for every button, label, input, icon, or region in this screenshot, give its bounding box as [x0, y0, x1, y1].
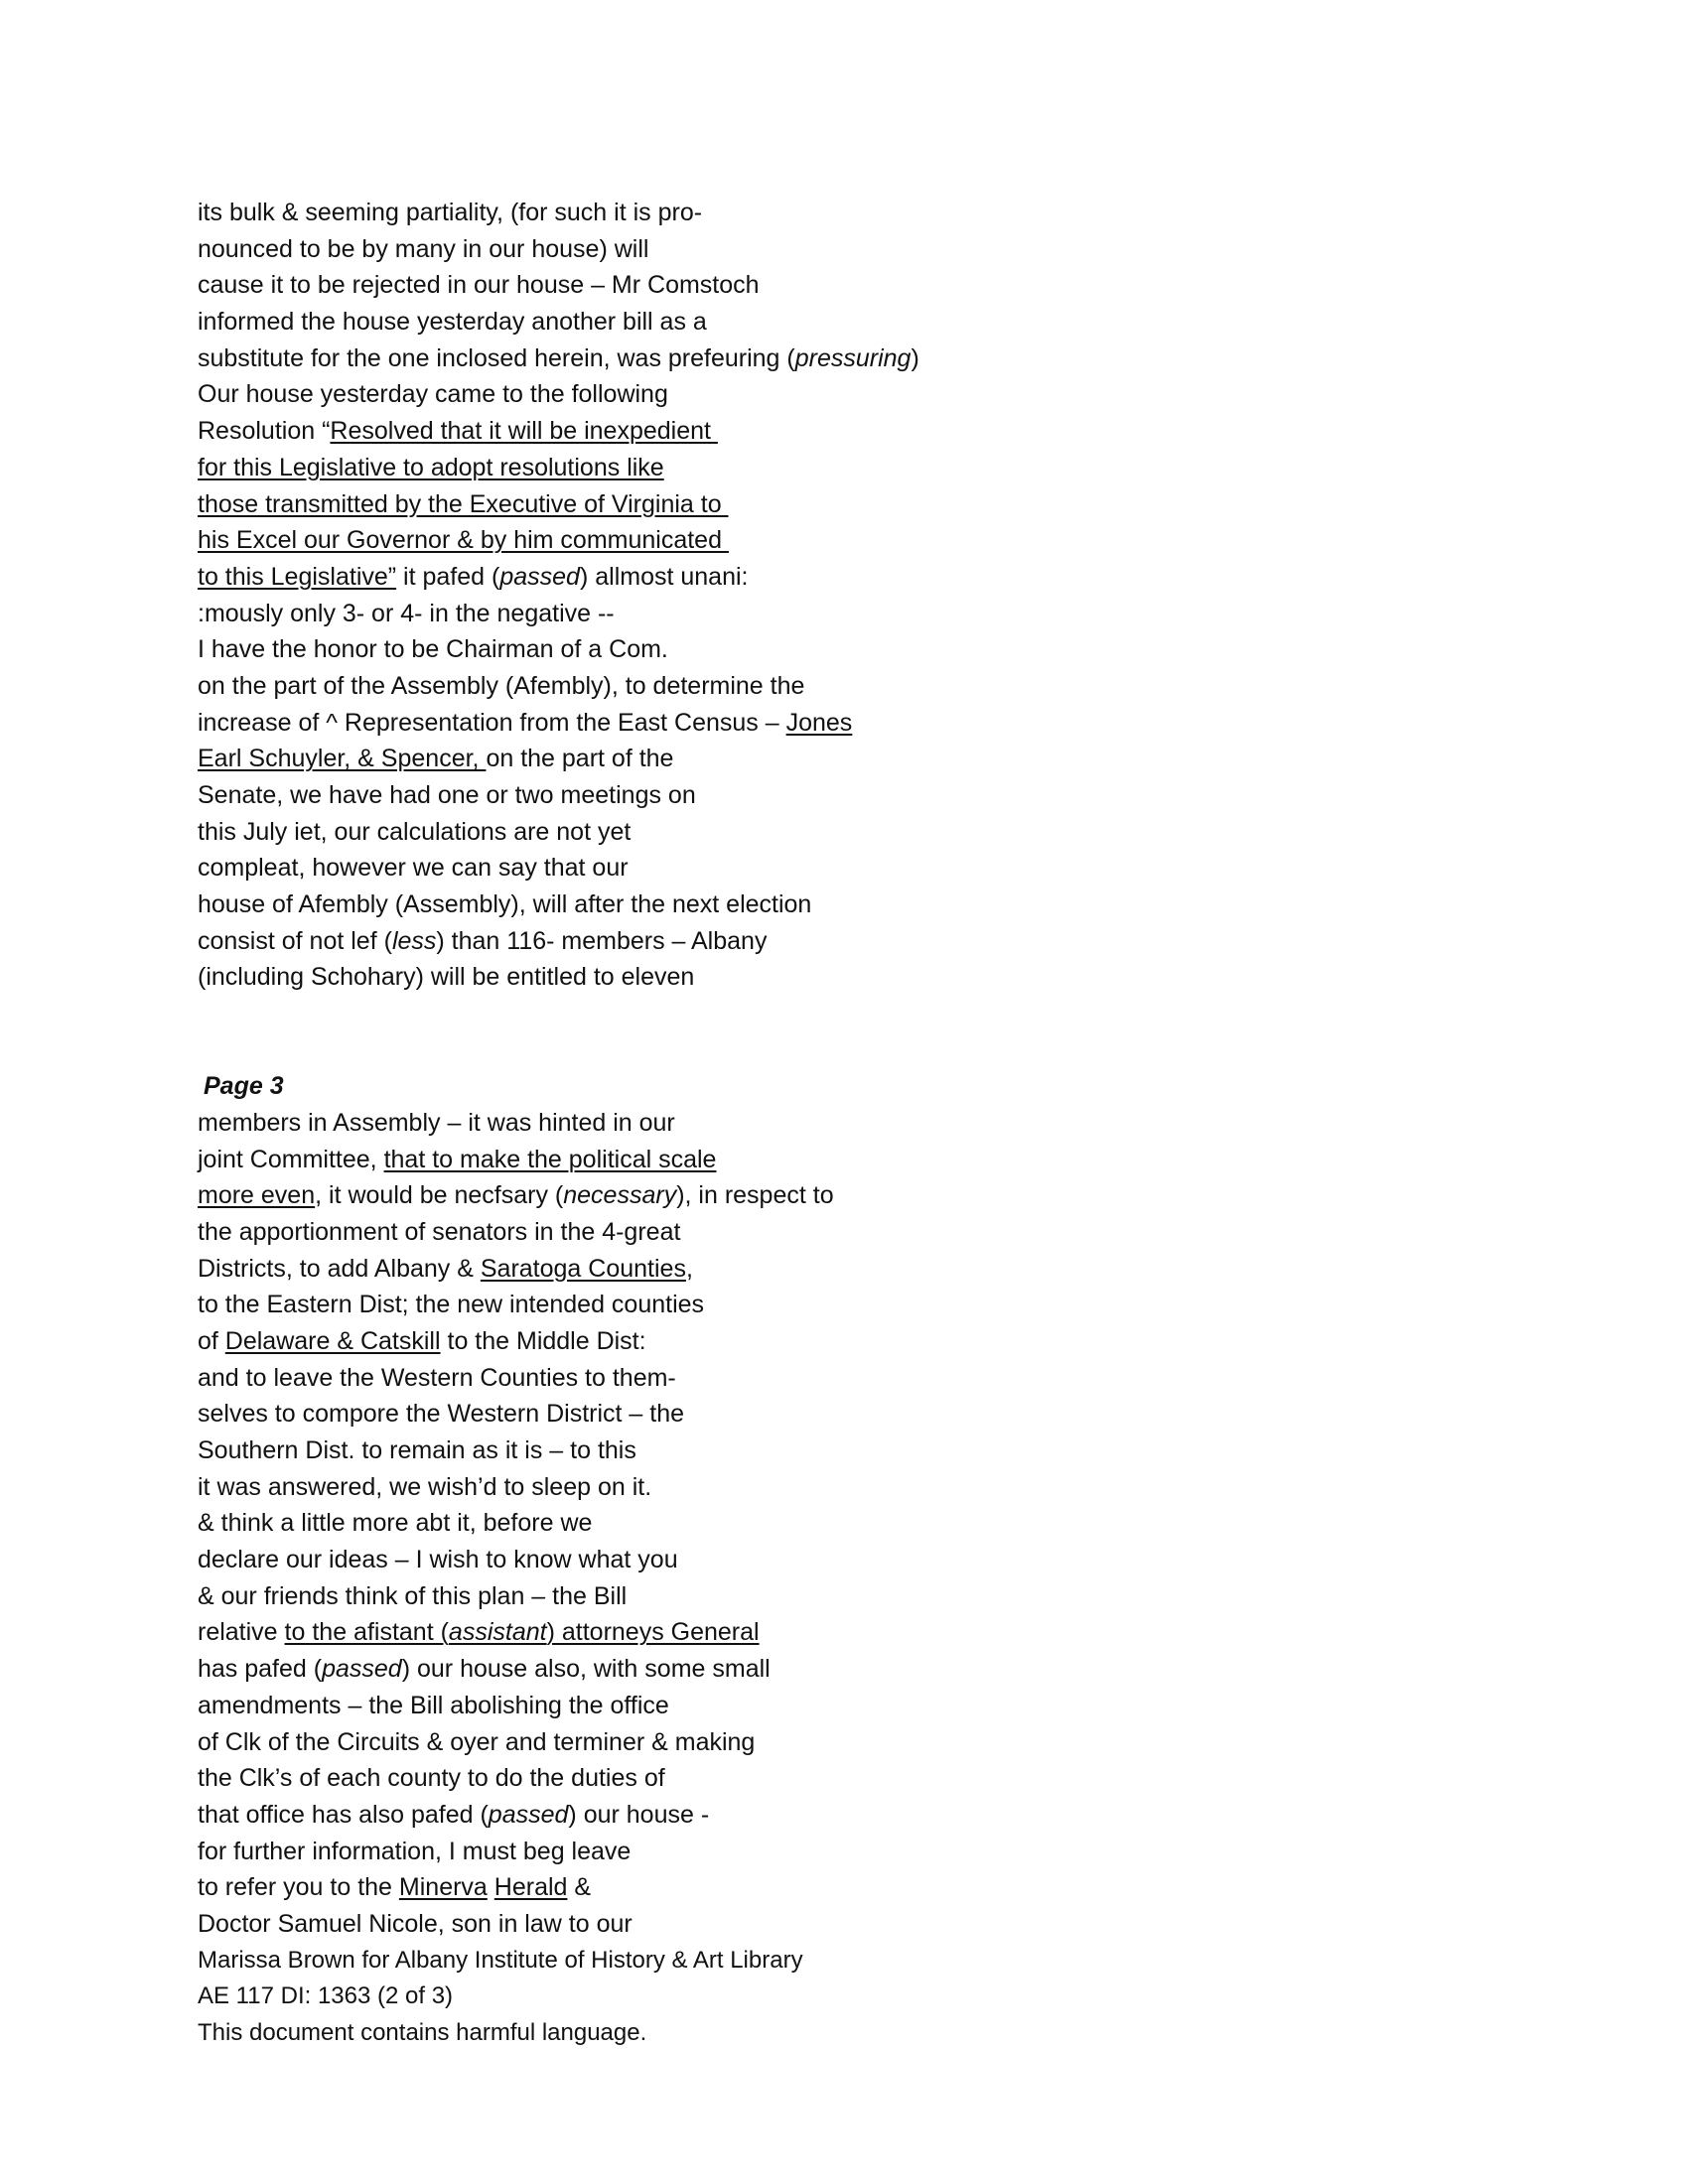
text-line: [198, 1869, 1488, 1906]
text-line: [198, 195, 1488, 231]
italic-wrapper: [322, 1655, 402, 1683]
text-run: Districts, to add Albany &: [198, 1254, 481, 1283]
italic-wrapper: [392, 927, 436, 955]
text-run: ): [911, 343, 919, 372]
text-line: [198, 1469, 1488, 1506]
underline-wrapper: [494, 1873, 568, 1901]
text-run: declare our ideas – I wish to know what you: [198, 1546, 678, 1574]
text-line: [198, 814, 1488, 851]
underline-wrapper: [449, 1618, 547, 1646]
text-run: that office has also pafed (: [198, 1800, 489, 1829]
underline-wrapper: [198, 563, 396, 591]
text-run: & our friends think of this plan – the Bill: [198, 1581, 628, 1610]
text-line: [198, 231, 1488, 268]
text-line: [198, 1651, 1488, 1688]
document-page: [198, 195, 1488, 2052]
text-run: I have the honor to be Chairman of a Com.: [198, 635, 668, 664]
underline-wrapper: [198, 454, 664, 481]
text-run: Our house yesterday came to the following: [198, 380, 668, 409]
text-line: [198, 1251, 1488, 1288]
text-run: consist of not lef (: [198, 926, 392, 955]
editorial-gloss: less: [391, 926, 437, 955]
text-line: [198, 1834, 1488, 1870]
text-line: [198, 1323, 1488, 1360]
underlined-text: Jones: [785, 708, 853, 737]
text-run: [488, 1873, 494, 1901]
page-heading: Page 3: [204, 1072, 284, 1101]
editorial-gloss: necessary: [563, 1181, 677, 1210]
underlined-text: more even: [198, 1181, 316, 1210]
underlined-text: to this Legislative”: [198, 562, 397, 591]
text-run: it pafed (: [396, 562, 500, 591]
underlined-text: those transmitted by the Executive of Virginia to: [198, 489, 729, 518]
text-line: [198, 413, 1488, 450]
text-run: of Clk of the Circuits & oyer and terminer & making: [198, 1727, 756, 1756]
text-line: [198, 522, 1488, 559]
italic-wrapper: [489, 1801, 569, 1829]
text-line: [198, 1688, 1488, 1724]
section-gap: [198, 996, 1488, 1068]
text-line: [198, 596, 1488, 632]
credit-line: Marissa Brown for Albany Institute of History & Art Library: [198, 1946, 803, 1974]
text-run: of: [198, 1326, 225, 1355]
italic-wrapper: [563, 1181, 676, 1209]
underlined-text: to the afistant (: [284, 1618, 449, 1647]
text-run: :mously only 3- or 4- in the negative --: [198, 599, 615, 627]
underline-wrapper: [786, 709, 853, 737]
underlined-text: his Excel our Governor & by him communicated: [198, 526, 729, 555]
underline-wrapper: [198, 490, 729, 518]
text-line: [198, 1614, 1488, 1651]
text-run: ) our house -: [568, 1800, 710, 1829]
text-run: (including Schohary) will be entitled to eleven: [198, 963, 695, 992]
text-line: [198, 341, 1488, 377]
text-run: the apportionment of senators in the 4-great: [198, 1217, 681, 1246]
text-run: and to leave the Western Counties to them-: [198, 1363, 676, 1392]
text-run: joint Committee,: [198, 1145, 384, 1173]
text-line: [198, 267, 1488, 304]
text-line: [198, 1360, 1488, 1397]
text-line: [198, 1906, 1488, 1943]
text-line: [198, 304, 1488, 341]
text-line: [198, 1396, 1488, 1433]
catalog-id: AE 117 DI: 1363 (2 of 3): [198, 1982, 454, 2010]
editorial-gloss: pressuring: [794, 343, 912, 372]
text-run: & think a little more abt it, before we: [198, 1509, 593, 1538]
editorial-gloss: passed: [488, 1800, 569, 1829]
editorial-gloss: passed: [322, 1655, 402, 1684]
text-line: [198, 850, 1488, 887]
text-run: cause it to be rejected in our house – Mr Comstoch: [198, 271, 760, 300]
text-line: [198, 559, 1488, 596]
transcription-block-page-2: [198, 195, 1488, 996]
italic-wrapper: [499, 563, 580, 591]
text-line: [198, 887, 1488, 923]
underline-wrapper: [547, 1618, 760, 1646]
text-line: [198, 705, 1488, 742]
text-line: [198, 1214, 1488, 1251]
text-line: [198, 959, 1488, 996]
text-run: Doctor Samuel Nicole, son in law to our: [198, 1909, 633, 1938]
italic-wrapper: [449, 1618, 547, 1646]
text-run: Southern Dist. to remain as it is – to this: [198, 1436, 636, 1464]
text-run: ,: [685, 1254, 693, 1283]
text-line: [198, 1142, 1488, 1178]
editorial-gloss: passed: [499, 562, 580, 591]
text-line: [198, 1433, 1488, 1469]
text-run: house of Afembly (Assembly), will after the next election: [198, 890, 812, 919]
text-run: has pafed (: [198, 1655, 323, 1684]
text-line: [198, 1105, 1488, 1142]
text-line: [198, 741, 1488, 777]
text-run: Senate, we have had one or two meetings on: [198, 781, 696, 809]
underlined-text: Herald: [493, 1873, 568, 1902]
text-run: Resolution “: [198, 417, 331, 446]
text-run: amendments – the Bill abolishing the office: [198, 1691, 669, 1719]
text-run: relative: [198, 1618, 285, 1647]
underlined-text: assistant: [448, 1618, 547, 1647]
text-line: [198, 450, 1488, 486]
underlined-text: Delaware & Catskill: [224, 1326, 441, 1355]
text-line: [198, 1287, 1488, 1323]
text-run: its bulk & seeming partiality, (for such it is pro-: [198, 199, 703, 226]
underlined-text: for this Legislative to adopt resolutions like: [198, 453, 664, 481]
text-run: on the part of the Assembly (Afembly), to determine the: [198, 671, 805, 700]
text-run: this July iet, our calculations are not yet: [198, 817, 632, 846]
underline-wrapper: [384, 1146, 717, 1173]
text-run: compleat, however we can say that our: [198, 854, 629, 883]
content-warning: This document contains harmful language.: [198, 2019, 647, 2046]
text-run: ), in respect to: [676, 1181, 834, 1210]
text-line: [198, 777, 1488, 814]
text-line: [198, 1797, 1488, 1834]
text-line: [198, 1542, 1488, 1578]
underline-wrapper: [330, 417, 718, 445]
underline-wrapper: [198, 526, 729, 554]
text-run: selves to compore the Western District – the: [198, 1400, 685, 1429]
underlined-text: Minerva: [398, 1873, 488, 1902]
text-line: [198, 923, 1488, 960]
text-run: &: [567, 1873, 592, 1902]
text-line: [198, 631, 1488, 668]
underlined-text: Resolved that it will be inexpedient: [330, 417, 718, 446]
text-run: to refer you to the: [198, 1873, 399, 1902]
text-line: [198, 1177, 1488, 1214]
underlined-text: ) attorneys General: [546, 1618, 760, 1647]
text-line: [198, 1505, 1488, 1542]
text-line: [198, 668, 1488, 705]
underlined-text: Saratoga Counties: [480, 1254, 686, 1283]
underlined-text: that to make the political scale: [383, 1145, 717, 1173]
text-line: [198, 1724, 1488, 1761]
italic-wrapper: [795, 344, 912, 372]
text-run: ) than 116- members – Albany: [436, 926, 768, 955]
text-run: ) our house also, with some small: [401, 1655, 771, 1684]
text-run: it was answered, we wish’d to sleep on it.: [198, 1472, 652, 1501]
transcription-block-page-3: [198, 1105, 1488, 1943]
text-run: informed the house yesterday another bill as a: [198, 308, 707, 337]
text-run: nounced to be by many in our house) will: [198, 234, 649, 263]
underline-wrapper: [285, 1618, 449, 1646]
underline-wrapper: [198, 1181, 315, 1209]
underlined-text: Earl Schuyler, & Spencer,: [198, 745, 487, 773]
text-line: [198, 1578, 1488, 1615]
text-run: for further information, I must beg leave: [198, 1837, 632, 1865]
text-line: [198, 376, 1488, 413]
text-line: [198, 486, 1488, 523]
underline-wrapper: [481, 1255, 686, 1283]
text-run: to the Middle Dist:: [440, 1326, 646, 1355]
text-run: ) allmost unani:: [579, 562, 749, 591]
text-run: substitute for the one inclosed herein, was prefeuring (: [198, 343, 795, 372]
text-run: increase of ^ Representation from the East Census –: [198, 708, 786, 737]
text-run: members in Assembly – it was hinted in our: [198, 1108, 675, 1137]
underline-wrapper: [225, 1327, 441, 1355]
underline-wrapper: [198, 745, 486, 772]
text-run: the Clk’s of each county to do the duties of: [198, 1764, 665, 1793]
underline-wrapper: [399, 1873, 488, 1901]
text-run: , it would be necfsary (: [315, 1181, 564, 1210]
text-run: on the part of the: [486, 745, 674, 773]
text-run: to the Eastern Dist; the new intended counties: [198, 1291, 705, 1319]
text-line: [198, 1760, 1488, 1797]
